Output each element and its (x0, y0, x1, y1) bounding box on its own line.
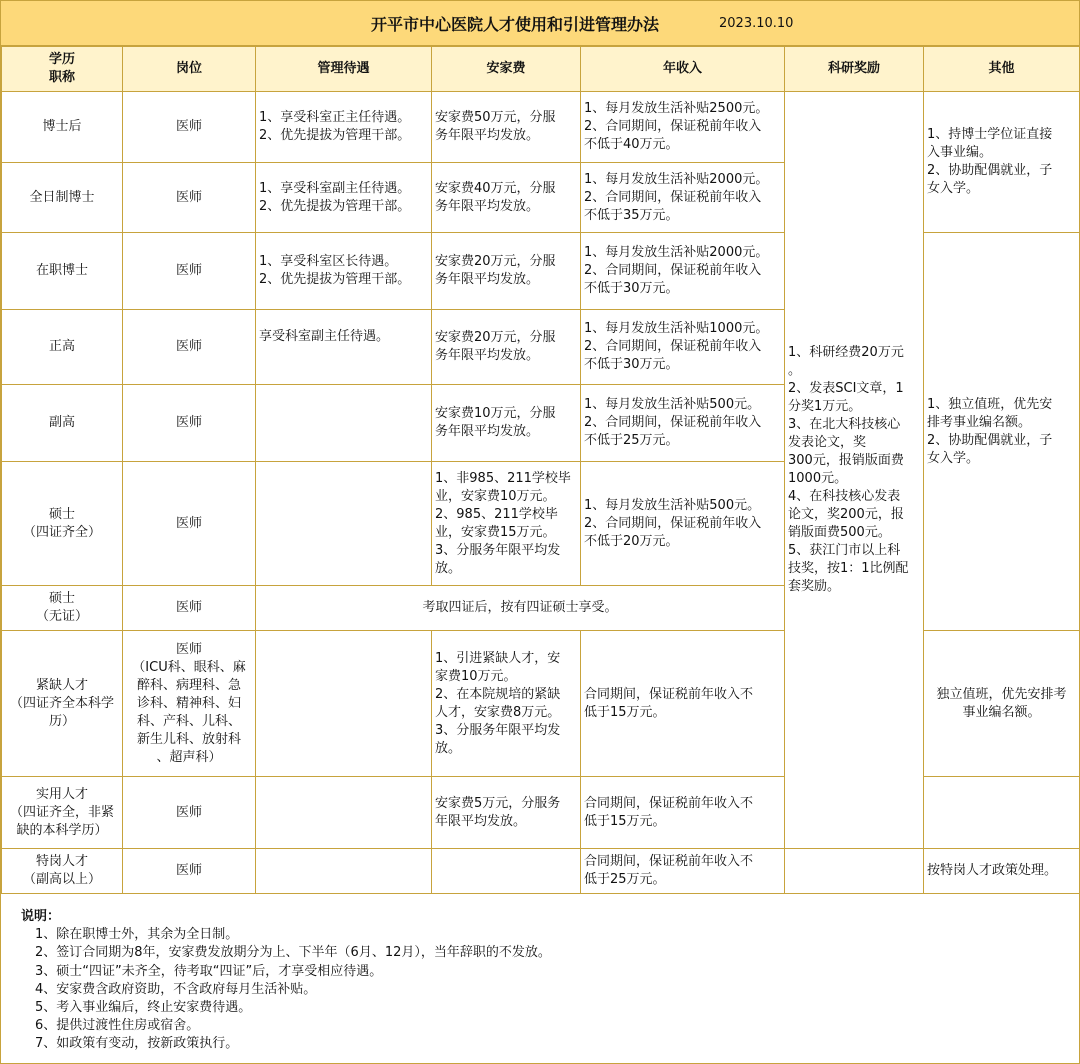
cell-line: 低于15万元。 (584, 813, 666, 829)
cell-line: 年限平均发放。 (435, 813, 527, 829)
row-income (581, 92, 785, 163)
cell-line: 不低于30万元。 (584, 357, 679, 372)
cell-line: 不低于40万元。 (584, 137, 679, 152)
table-header-row (2, 47, 1080, 92)
cell-line: 新生儿科、放射科 (136, 731, 241, 747)
row-research (785, 849, 924, 894)
cell-line: 放。 (435, 560, 462, 576)
cell-line: 务年限平均发放。 (435, 424, 540, 439)
cell-line: 务年限平均发放。 (435, 272, 540, 287)
row-other (924, 849, 1080, 894)
other-cell-group2 (924, 233, 1080, 631)
cell-line: （四证齐全本科学 (9, 695, 114, 711)
row-post (123, 310, 256, 385)
cell-line: 入事业编。 (927, 145, 993, 160)
cell-line: 2、优先提拔为管理干部。 (259, 128, 411, 143)
note-item: 3、硕士“四证”未齐全，待考取“四证”后，才享受相应待遇。 (35, 963, 383, 979)
row-income (581, 163, 785, 233)
row-income (581, 462, 785, 586)
row-settle (432, 92, 581, 163)
cell-line: 低于15万元。 (584, 704, 666, 720)
table-row (2, 92, 1080, 163)
row-income (581, 849, 785, 894)
notes-section (1, 894, 1079, 1054)
row-mgmt (256, 163, 432, 233)
cell-line: 合同期间，保证税前年收入不 (584, 686, 754, 702)
cell-line: 女入学。 (927, 450, 980, 466)
cell-line: 5、获江门市以上科 (788, 543, 901, 558)
cell-line: 放。 (435, 740, 462, 756)
row-income (581, 233, 785, 310)
cell-line: 2、发表SCI文章，1 (788, 381, 904, 396)
row-mgmt (256, 777, 432, 849)
cell-line: 安家费10万元，分服 (435, 406, 556, 421)
row-settle (432, 777, 581, 849)
cell-line: 不低于35万元。 (584, 207, 679, 223)
row-post (123, 163, 256, 233)
cell-line: 医师 (175, 263, 202, 278)
cell-line: 硕士 (48, 591, 75, 606)
note-item: 7、如政策有变动，按新政策执行。 (35, 1036, 239, 1052)
cell-line: 科、产科、儿科、 (136, 713, 241, 729)
row-category (2, 631, 123, 777)
cell-line: 人才，安家费8万元。 (435, 704, 561, 720)
row-category (2, 310, 123, 385)
cell-line: 2、优先提拔为管理干部。 (259, 272, 411, 287)
cell-line: 务年限平均发放。 (435, 348, 540, 363)
cell-line: 实用人才 (35, 786, 88, 802)
note-item: 6、提供过渡性住房或宿舍。 (35, 1018, 200, 1034)
cell-line: 安家费20万元，分服 (435, 330, 556, 345)
cell-line: 务年限平均发放。 (435, 128, 540, 143)
page-title: 开平市中心医院人才使用和引进管理办法 (370, 15, 659, 34)
note-item: 4、安家费含政府资助，不含政府每月生活补贴。 (35, 981, 317, 997)
cell-line: 1、非985、211学校毕 (435, 470, 571, 486)
row-category (2, 92, 123, 163)
cell-line: 1、每月发放生活补贴500元。 (584, 397, 761, 412)
cell-line: 不低于25万元。 (584, 433, 679, 448)
row-category (2, 586, 123, 631)
cell-line: 医师 (175, 339, 202, 354)
note-item: 5、考入事业编后，终止安家费待遇。 (35, 1000, 252, 1016)
row-income (581, 385, 785, 462)
cell-line: （四证齐全，非紧 (9, 804, 114, 820)
cell-line: 1、引进紧缺人才，安 (435, 650, 561, 666)
cell-line: （ICU科、眼科、麻 (132, 659, 246, 675)
cell-line: 3、在北大科技核心 (788, 417, 901, 432)
row-settle (432, 385, 581, 462)
cell-line: 2、协助配偶就业，子 (927, 163, 1053, 178)
row-category (2, 777, 123, 849)
header-settle: 安家费 (432, 47, 581, 92)
cell-line: 按特岗人才政策处理。 (927, 863, 1058, 878)
cell-line: 独立值班，优先安排考 (936, 686, 1067, 702)
cell-line: 技奖，按1：1比例配 (788, 561, 909, 576)
cell-line: 1、每月发放生活补贴500元。 (584, 497, 761, 513)
row-income (581, 777, 785, 849)
cell-line: 1、每月发放生活补贴1000元。 (584, 321, 769, 336)
cell-line: 3、分服务年限平均发 (435, 722, 561, 738)
cell-line: 1、每月发放生活补贴2000元。 (584, 171, 769, 187)
cell-line: 2、合同期间，保证税前年收入 (584, 263, 762, 278)
cell-line: 合同期间，保证税前年收入不 (584, 854, 754, 869)
row-category (2, 163, 123, 233)
cell-line: 安家费40万元，分服 (435, 180, 556, 196)
row-category (2, 462, 123, 586)
cell-line: 2、合同期间，保证税前年收入 (584, 119, 762, 134)
cell-line: 2、合同期间，保证税前年收入 (584, 415, 762, 430)
cell-line: 合同期间，保证税前年收入不 (584, 795, 754, 811)
row-mgmt (256, 385, 432, 462)
header-income: 年收入 (581, 47, 785, 92)
row-other (924, 631, 1080, 777)
cell-line: 安家费5万元，分服务 (435, 795, 561, 811)
cell-line: 医师 (175, 600, 202, 615)
row-post (123, 462, 256, 586)
cell-line: 1、持博士学位证直接 (927, 127, 1053, 142)
cell-line: 安家费50万元，分服 (435, 110, 556, 125)
row-mgmt (256, 310, 432, 385)
cell-line: 1、独立值班，优先安 (927, 396, 1053, 412)
row-post (123, 849, 256, 894)
row-other (924, 777, 1080, 849)
cell-line: 2、在本院规培的紧缺 (435, 686, 561, 702)
cell-line: 1、每月发放生活补贴2500元。 (584, 101, 769, 116)
row-income (581, 310, 785, 385)
cell-line: 硕士 (48, 506, 75, 522)
cell-line: 醉科、病理科、急 (136, 677, 241, 693)
date-label: 2023.10.10 (719, 16, 794, 31)
note-item: 2、签订合同期为8年，安家费发放期分为上、下半年（6月、12月），当年辞职的不发放。 (35, 945, 551, 961)
cell-line: 、超声科） (156, 749, 222, 765)
cell-line: （副高以上） (22, 872, 101, 887)
row-post (123, 385, 256, 462)
cell-line: 2、优先提拔为管理干部。 (259, 198, 411, 214)
cell-line: 医师 (175, 189, 202, 205)
cell-line: 副高 (48, 415, 75, 430)
cell-line: 1、享受科室区长待遇。 (259, 254, 398, 269)
cell-line: 博士后 (42, 119, 82, 134)
cell-line: 全日制博士 (29, 189, 95, 205)
cell-line: 医师 (175, 515, 202, 531)
cell-line: 正高 (48, 339, 75, 354)
row-post (123, 586, 256, 631)
cell-line: 享受科室副主任待遇。 (259, 329, 390, 344)
row-settle (432, 631, 581, 777)
cell-line: 在职博士 (35, 263, 88, 278)
cell-line: 紧缺人才 (35, 677, 88, 693)
cell-line: 医师 (175, 415, 202, 430)
cell-line: 特岗人才 (35, 854, 88, 869)
row-category (2, 233, 123, 310)
row-mgmt (256, 233, 432, 310)
cell-line: 2、985、211学校毕 (435, 506, 558, 522)
cell-line: 2、协助配偶就业，子 (927, 432, 1053, 448)
row-mgmt (256, 849, 432, 894)
cell-line: 4、在科技核心发表 (788, 489, 901, 504)
row-mgmt (256, 92, 432, 163)
cell-line: 分奖1万元。 (788, 399, 862, 414)
header-edu: 学历 职称 (2, 47, 123, 92)
notes-title: 说明： (21, 909, 61, 924)
row-settle (432, 233, 581, 310)
cell-line: 论文，奖200元，报 (788, 507, 904, 522)
row-post (123, 631, 256, 777)
row-post (123, 233, 256, 310)
cell-line: 3、分服务年限平均发 (435, 542, 561, 558)
header-research: 科研奖励 (785, 47, 924, 92)
note-item: 1、除在职博士外，其余为全日制。 (35, 927, 239, 943)
cell-line: 务年限平均发放。 (435, 198, 540, 214)
row-settle (432, 163, 581, 233)
cell-line: 2、合同期间，保证税前年收入 (584, 339, 762, 354)
row-income (581, 631, 785, 777)
cell-line: 套奖励。 (788, 579, 841, 594)
row-post (123, 777, 256, 849)
cell-line: 1、享受科室正主任待遇。 (259, 110, 411, 125)
cell-line: 历） (48, 713, 75, 729)
research-reward-cell (785, 92, 924, 849)
row-mgmt (256, 631, 432, 777)
cell-line: 诊科、精神科、妇 (136, 695, 241, 711)
row-category (2, 385, 123, 462)
cell-line: 医师 (175, 804, 202, 820)
row-merged-note: 考取四证后，按有四证硕士享受。 (256, 586, 785, 631)
cell-line: 缺的本科学历） (16, 822, 108, 838)
cell-line: 2、合同期间，保证税前年收入 (584, 189, 762, 205)
row-post (123, 92, 256, 163)
cell-line: 300元，报销版面费 (788, 453, 904, 468)
row-settle (432, 310, 581, 385)
cell-line: （四证齐全） (22, 524, 101, 540)
cell-line: 家费10万元。 (435, 668, 517, 684)
cell-line: 安家费20万元，分服 (435, 254, 556, 269)
row-category (2, 849, 123, 894)
cell-line: 事业编名额。 (962, 704, 1041, 720)
header-post: 岗位 (123, 47, 256, 92)
cell-line: 1000元。 (788, 471, 848, 486)
cell-line: 销版面费500元。 (788, 525, 891, 540)
cell-line: 不低于30万元。 (584, 281, 679, 296)
cell-line: 1、享受科室副主任待遇。 (259, 180, 411, 196)
cell-line: 女入学。 (927, 181, 980, 196)
cell-line: 医师 (175, 863, 202, 878)
row-mgmt (256, 462, 432, 586)
row-settle (432, 849, 581, 894)
cell-line: 2、合同期间，保证税前年收入 (584, 515, 762, 531)
cell-line: 医师 (175, 119, 202, 134)
cell-line: 发表论文，奖 (788, 435, 867, 450)
cell-line: 医师 (175, 641, 202, 657)
talent-policy-table (1, 46, 1080, 894)
cell-line: 不低于20万元。 (584, 533, 679, 549)
cell-line: 1、每月发放生活补贴2000元。 (584, 245, 769, 260)
cell-line: （无证） (35, 609, 88, 624)
other-cell-doctor (924, 92, 1080, 233)
cell-line: 低于25万元。 (584, 872, 666, 887)
title-bar (1, 1, 1079, 46)
row-settle (432, 462, 581, 586)
header-mgmt: 管理待遇 (256, 47, 432, 92)
cell-line: 排考事业编名额。 (927, 414, 1032, 430)
table-row (2, 849, 1080, 894)
cell-line: 1、科研经费20万元 (788, 345, 904, 360)
cell-line: 业，安家费15万元。 (435, 524, 556, 540)
header-other: 其他 (924, 47, 1080, 92)
cell-line: 业，安家费10万元。 (435, 488, 556, 504)
cell-line: 。 (788, 363, 802, 378)
